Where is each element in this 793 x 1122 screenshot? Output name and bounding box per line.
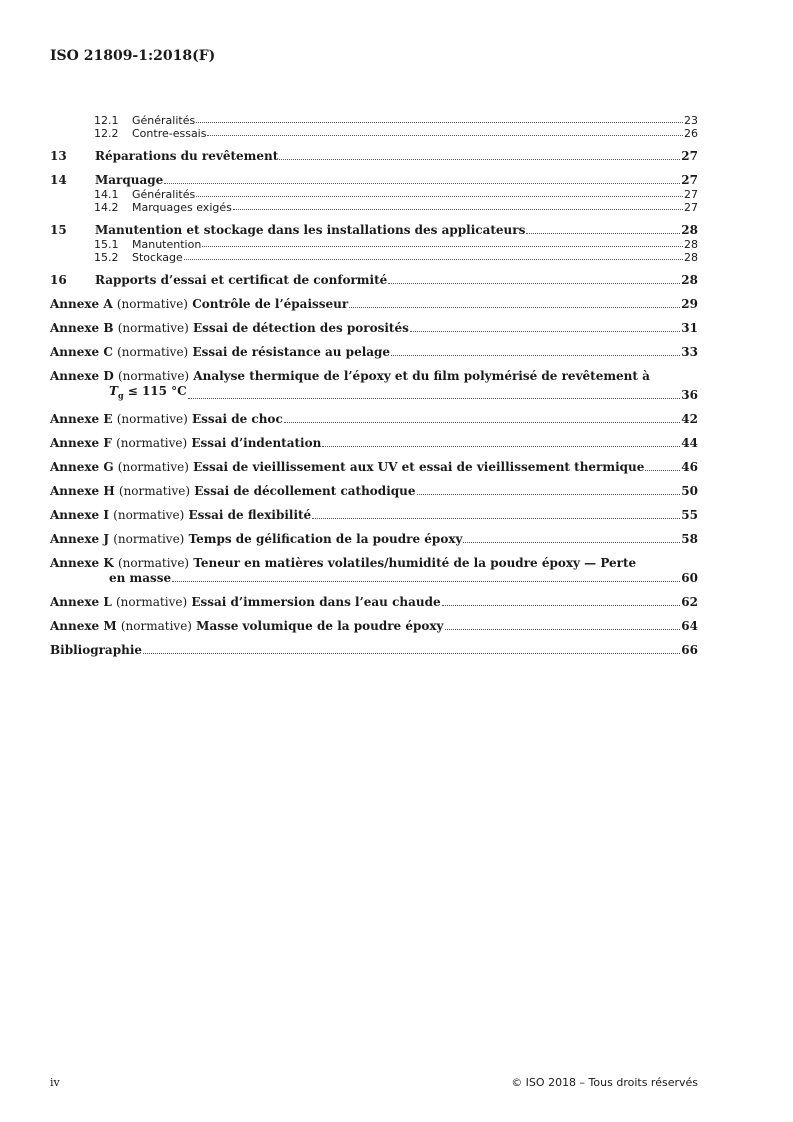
dot-leader bbox=[184, 259, 683, 260]
toc-entry-bibliography[interactable] bbox=[50, 643, 698, 658]
toc-title: Manutention bbox=[132, 238, 202, 251]
dot-leader bbox=[164, 183, 680, 184]
annex-label: Annexe L bbox=[50, 595, 112, 610]
toc-title bbox=[50, 508, 311, 523]
dot-leader bbox=[645, 470, 680, 471]
dot-leader bbox=[322, 446, 680, 447]
annex-kind: (normative) bbox=[117, 345, 189, 359]
toc-page: 26 bbox=[684, 127, 698, 140]
toc-number: 14 bbox=[50, 173, 67, 187]
toc-title bbox=[50, 460, 644, 475]
toc-entry-14-2[interactable] bbox=[50, 201, 698, 214]
toc-title: Réparations du revêtement bbox=[95, 149, 279, 163]
toc-title bbox=[109, 384, 187, 403]
toc-page: 28 bbox=[684, 251, 698, 264]
toc-entry-14[interactable] bbox=[50, 173, 698, 188]
toc-title bbox=[50, 345, 390, 360]
toc-title bbox=[50, 321, 409, 336]
toc-number: 12.2 bbox=[94, 127, 119, 140]
annex-title: Essai de choc bbox=[192, 412, 283, 427]
annex-title-line2 bbox=[109, 384, 187, 401]
toc-number: 14.1 bbox=[94, 188, 119, 201]
page-number: iv bbox=[50, 1076, 60, 1089]
tg-symbol: T bbox=[109, 384, 118, 398]
toc-entry-annex[interactable] bbox=[50, 297, 698, 312]
toc-page: 44 bbox=[681, 436, 698, 451]
toc-entry-annex[interactable] bbox=[50, 532, 698, 547]
dot-leader bbox=[526, 233, 680, 234]
toc-title bbox=[50, 297, 348, 312]
toc-entry-annex[interactable] bbox=[50, 595, 698, 610]
toc-title: Manutention et stockage dans les installations des applicateurs bbox=[95, 223, 526, 237]
toc-page: 31 bbox=[681, 321, 698, 335]
toc-page: 27 bbox=[684, 201, 698, 214]
tg-rest: ≤ 115 °C bbox=[123, 384, 187, 398]
annex-label: Annexe I bbox=[50, 508, 109, 523]
toc-page: 55 bbox=[681, 508, 698, 523]
annex-title: Analyse thermique de l’époxy et du film polymérisé de revêtement à bbox=[193, 369, 650, 383]
toc-title bbox=[50, 532, 462, 547]
toc-entry-15-1[interactable] bbox=[50, 238, 698, 251]
toc-title bbox=[50, 595, 441, 610]
toc-number: 15.2 bbox=[94, 251, 119, 264]
toc-page: 27 bbox=[684, 188, 698, 201]
toc-entry-annex[interactable] bbox=[50, 412, 698, 427]
annex-kind: (normative) bbox=[117, 321, 189, 335]
toc-page: 29 bbox=[681, 297, 698, 311]
dot-leader bbox=[279, 159, 680, 160]
toc-entry-16[interactable] bbox=[50, 273, 698, 288]
annex-title: Essai de détection des porosités bbox=[193, 321, 409, 335]
toc-title bbox=[50, 619, 444, 634]
toc-page: 62 bbox=[681, 595, 698, 610]
toc-page: 28 bbox=[681, 273, 698, 287]
toc-entry-annex[interactable] bbox=[50, 460, 698, 475]
annex-kind: (normative) bbox=[117, 556, 190, 571]
annex-title: Essai de vieillissement aux UV et essai de vieillissement thermique bbox=[193, 460, 645, 475]
annex-label: Annexe D bbox=[50, 369, 114, 383]
toc-title: Marquage bbox=[95, 173, 164, 187]
annex-title: Teneur en matières volatiles/humidité de la poudre époxy — Perte bbox=[193, 556, 637, 571]
toc-entry-annex[interactable] bbox=[50, 556, 698, 586]
annex-title-line2: en masse bbox=[109, 571, 172, 586]
dot-leader bbox=[233, 209, 683, 210]
toc-title bbox=[50, 412, 283, 427]
toc-entry-annex[interactable] bbox=[50, 369, 698, 403]
annex-kind: (normative) bbox=[116, 412, 188, 427]
toc-title: Généralités bbox=[132, 188, 196, 201]
annex-line2 bbox=[50, 571, 698, 586]
toc-entry-annex[interactable] bbox=[50, 321, 698, 336]
annex-list bbox=[50, 297, 698, 634]
annex-kind: (normative) bbox=[116, 595, 188, 610]
toc-title: Contre-essais bbox=[132, 127, 207, 140]
dot-leader bbox=[207, 135, 683, 136]
toc-page: 36 bbox=[681, 388, 698, 403]
annex-title: Essai de décollement cathodique bbox=[194, 484, 416, 499]
toc-page: 42 bbox=[681, 412, 698, 427]
toc-number: 15.1 bbox=[94, 238, 119, 251]
annex-kind: (normative) bbox=[117, 460, 189, 475]
toc-number: 14.2 bbox=[94, 201, 119, 214]
annex-label: Annexe F bbox=[50, 436, 112, 451]
annex-kind: (normative) bbox=[120, 619, 192, 634]
toc-page: 33 bbox=[681, 345, 698, 359]
annex-label: Annexe G bbox=[50, 460, 114, 475]
dot-leader bbox=[349, 307, 680, 308]
toc-title bbox=[50, 484, 416, 499]
toc-entry-annex[interactable] bbox=[50, 436, 698, 451]
annex-label: Annexe K bbox=[50, 556, 114, 571]
annex-kind: (normative) bbox=[113, 508, 185, 523]
toc-entry-12-1[interactable] bbox=[50, 114, 698, 127]
dot-leader bbox=[463, 542, 680, 543]
dot-leader bbox=[442, 605, 681, 606]
dot-leader bbox=[196, 122, 683, 123]
toc-page: 27 bbox=[681, 149, 698, 163]
annex-title: Essai de résistance au pelage bbox=[192, 345, 391, 359]
tg-subscript: g bbox=[117, 390, 124, 401]
annex-label: Annexe B bbox=[50, 321, 114, 335]
dot-leader bbox=[312, 518, 680, 519]
dot-leader bbox=[188, 398, 681, 399]
annex-kind: (normative) bbox=[116, 436, 188, 451]
dot-leader bbox=[172, 581, 680, 582]
annex-title: Essai d’immersion dans l’eau chaude bbox=[191, 595, 441, 610]
annex-label: Annexe H bbox=[50, 484, 115, 499]
toc-title bbox=[50, 436, 321, 451]
toc-title: Bibliographie bbox=[50, 643, 143, 658]
toc-entry-12-2[interactable] bbox=[50, 127, 698, 140]
toc-page: 28 bbox=[684, 238, 698, 251]
toc-entry-annex[interactable] bbox=[50, 345, 698, 360]
toc-title: Stockage bbox=[132, 251, 183, 264]
annex-title: Contrôle de l’épaisseur bbox=[192, 297, 349, 311]
toc-title: Généralités bbox=[132, 114, 196, 127]
dot-leader bbox=[391, 355, 680, 356]
annex-kind: (normative) bbox=[118, 484, 191, 499]
toc-number: 13 bbox=[50, 149, 67, 163]
toc-page: 66 bbox=[681, 643, 698, 658]
toc-entry-15-2[interactable] bbox=[50, 251, 698, 264]
dot-leader bbox=[284, 422, 681, 423]
annex-title: Masse volumique de la poudre époxy bbox=[196, 619, 444, 634]
annex-line1 bbox=[50, 369, 698, 384]
toc-number: 16 bbox=[50, 273, 67, 287]
annex-line2 bbox=[50, 384, 698, 403]
annex-kind: (normative) bbox=[116, 297, 188, 311]
annex-label: Annexe A bbox=[50, 297, 113, 311]
toc-entry-15[interactable] bbox=[50, 223, 698, 238]
toc-page: 58 bbox=[681, 532, 698, 547]
toc-title: Marquages exigés bbox=[132, 201, 232, 214]
toc-entry-annex[interactable] bbox=[50, 619, 698, 634]
toc-number: 12.1 bbox=[94, 114, 119, 127]
annex-label: Annexe M bbox=[50, 619, 117, 634]
annex-line1 bbox=[50, 556, 698, 571]
annex-kind: (normative) bbox=[117, 369, 190, 383]
annex-label: Annexe J bbox=[50, 532, 110, 547]
toc-page: 46 bbox=[681, 460, 698, 475]
table-of-contents bbox=[50, 114, 698, 658]
toc-entry-14-1[interactable] bbox=[50, 188, 698, 201]
copyright-notice: © ISO 2018 – Tous droits réservés bbox=[511, 1076, 698, 1089]
toc-title bbox=[109, 571, 171, 586]
annex-kind: (normative) bbox=[113, 532, 185, 547]
toc-entry-annex[interactable] bbox=[50, 508, 698, 523]
dot-leader bbox=[417, 494, 681, 495]
document-id: ISO 21809-1:2018(F) bbox=[50, 48, 216, 64]
dot-leader bbox=[202, 246, 683, 247]
annex-label: Annexe E bbox=[50, 412, 113, 427]
dot-leader bbox=[143, 653, 680, 654]
toc-entry-annex[interactable] bbox=[50, 484, 698, 499]
toc-page: 28 bbox=[681, 223, 698, 237]
dot-leader bbox=[388, 283, 680, 284]
toc-title: Rapports d’essai et certificat de conformité bbox=[95, 273, 388, 287]
dot-leader bbox=[196, 196, 683, 197]
dot-leader bbox=[410, 331, 680, 332]
annex-title: Essai d’indentation bbox=[191, 436, 322, 451]
toc-page: 27 bbox=[681, 173, 698, 187]
annex-title: Essai de flexibilité bbox=[188, 508, 312, 523]
toc-page: 50 bbox=[681, 484, 698, 499]
annex-label: Annexe C bbox=[50, 345, 113, 359]
toc-page: 60 bbox=[681, 571, 698, 586]
toc-number: 15 bbox=[50, 223, 67, 237]
toc-page: 23 bbox=[684, 114, 698, 127]
annex-title: Temps de gélification de la poudre époxy bbox=[188, 532, 463, 547]
toc-page: 64 bbox=[681, 619, 698, 634]
toc-entry-13[interactable] bbox=[50, 149, 698, 164]
dot-leader bbox=[445, 629, 681, 630]
